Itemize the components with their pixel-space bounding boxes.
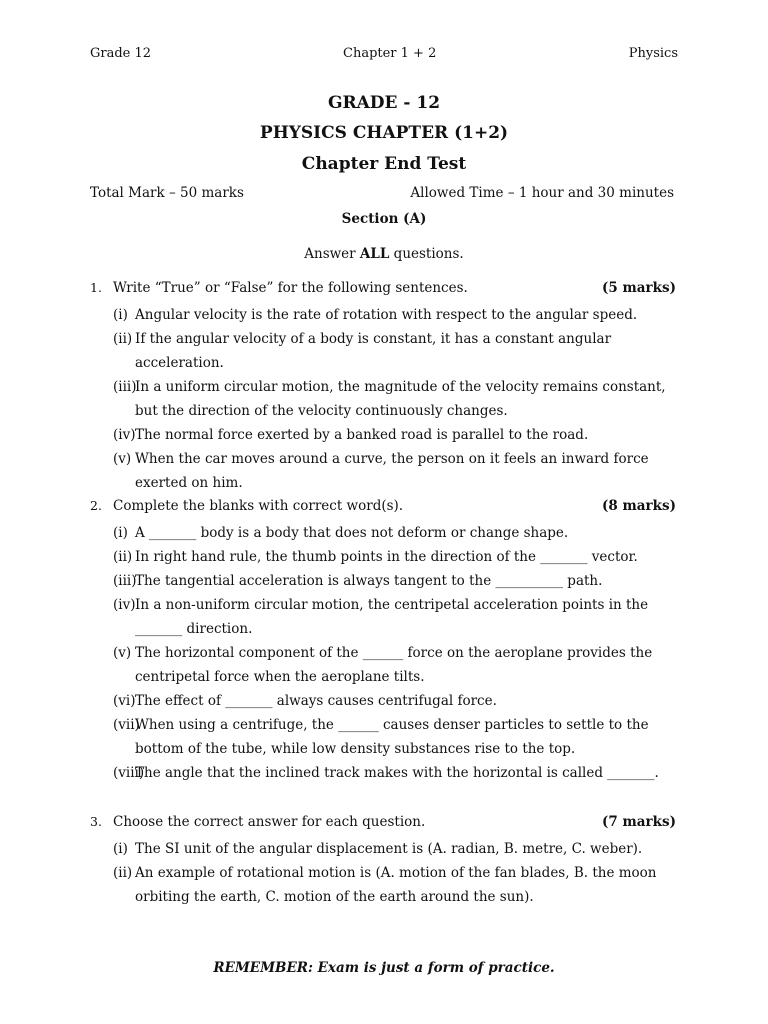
item-number: (iii) bbox=[113, 379, 137, 395]
list-item bbox=[90, 641, 676, 689]
item-text: The SI unit of the angular displacement is (A. radian, B. metre, C. weber). bbox=[135, 841, 643, 857]
item-text: In a non-uniform circular motion, the centripetal acceleration points in the _______ direction. bbox=[135, 597, 649, 637]
item-text: The tangential acceleration is always tangent to the __________ path. bbox=[135, 573, 603, 589]
item-number: (ii) bbox=[113, 865, 133, 881]
header-chapter: Chapter 1 + 2 bbox=[343, 46, 437, 61]
total-marks: Total Mark – 50 marks bbox=[90, 185, 244, 201]
item-number: (vii) bbox=[113, 717, 140, 733]
item-text: When the car moves around a curve, the person on it feels an inward force exerted on him. bbox=[135, 451, 649, 491]
question-header bbox=[90, 814, 676, 834]
footer-reminder: REMEMBER: Exam is just a form of practice. bbox=[213, 960, 555, 976]
list-item bbox=[90, 303, 676, 327]
question-items bbox=[90, 837, 676, 909]
exam-meta bbox=[90, 185, 674, 203]
list-item bbox=[90, 837, 676, 861]
item-text: If the angular velocity of a body is constant, it has a constant angular acceleration. bbox=[135, 331, 612, 371]
question-text: Complete the blanks with correct word(s). bbox=[113, 498, 404, 514]
question-marks: (5 marks) bbox=[602, 280, 676, 296]
item-text: An example of rotational motion is (A. motion of the fan blades, B. the moon orbiting the earth, C. motion of the earth around the sun). bbox=[135, 865, 657, 905]
item-number: (v) bbox=[113, 451, 132, 467]
item-number: (i) bbox=[113, 307, 128, 323]
question-3 bbox=[90, 814, 676, 909]
header-subject: Physics bbox=[628, 46, 678, 61]
question-1 bbox=[90, 280, 676, 495]
title-test: Chapter End Test bbox=[301, 154, 467, 174]
list-item bbox=[90, 861, 676, 909]
list-item bbox=[90, 689, 676, 713]
list-item bbox=[90, 375, 676, 423]
title-chapter: PHYSICS CHAPTER (1+2) bbox=[259, 123, 509, 143]
item-text: When using a centrifuge, the ______ causes denser particles to settle to the bottom of the tube, while low density substances rise to the top. bbox=[135, 717, 649, 757]
item-number: (iv) bbox=[113, 427, 136, 443]
item-number: (ii) bbox=[113, 549, 133, 565]
item-number: (v) bbox=[113, 645, 132, 661]
allowed-time: Allowed Time – 1 hour and 30 minutes bbox=[410, 185, 674, 201]
instruction-pre: Answer bbox=[304, 246, 360, 262]
instruction-bold: ALL bbox=[359, 246, 390, 262]
item-number: (iii) bbox=[113, 573, 137, 589]
question-number: 3. bbox=[90, 814, 102, 829]
item-text: The effect of _______ always causes centrifugal force. bbox=[135, 693, 497, 709]
item-text: In right hand rule, the thumb points in the direction of the _______ vector. bbox=[135, 549, 638, 565]
instruction bbox=[0, 246, 768, 262]
item-number: (iv) bbox=[113, 597, 136, 613]
section-title: Section (A) bbox=[341, 211, 427, 227]
item-text: The normal force exerted by a banked road is parallel to the road. bbox=[135, 427, 589, 443]
list-item bbox=[90, 423, 676, 447]
question-marks: (7 marks) bbox=[602, 814, 676, 830]
item-text: A _______ body is a body that does not deform or change shape. bbox=[135, 525, 569, 541]
question-number: 1. bbox=[90, 280, 102, 295]
question-marks: (8 marks) bbox=[602, 498, 676, 514]
item-number: (ii) bbox=[113, 331, 133, 347]
page-header bbox=[90, 46, 678, 64]
item-number: (i) bbox=[113, 841, 128, 857]
question-2 bbox=[90, 498, 676, 785]
list-item bbox=[90, 327, 676, 375]
instruction-post: questions. bbox=[389, 246, 464, 262]
item-text: Angular velocity is the rate of rotation with respect to the angular speed. bbox=[135, 307, 638, 323]
list-item bbox=[90, 521, 676, 545]
question-items bbox=[90, 303, 676, 495]
list-item bbox=[90, 761, 676, 785]
question-number: 2. bbox=[90, 498, 102, 513]
item-text: The angle that the inclined track makes with the horizontal is called _______. bbox=[135, 765, 659, 781]
question-header bbox=[90, 498, 676, 518]
question-text: Choose the correct answer for each question. bbox=[113, 814, 426, 830]
item-number: (viii) bbox=[113, 765, 145, 781]
item-number: (vi) bbox=[113, 693, 136, 709]
list-item bbox=[90, 569, 676, 593]
list-item bbox=[90, 713, 676, 761]
question-header bbox=[90, 280, 676, 300]
item-text: In a uniform circular motion, the magnitude of the velocity remains constant, but the direction of the velocity continuously changes. bbox=[135, 379, 666, 419]
list-item bbox=[90, 447, 676, 495]
question-text: Write “True” or “False” for the following sentences. bbox=[113, 280, 468, 296]
item-text: The horizontal component of the ______ force on the aeroplane provides the centripetal force when the aeroplane tilts. bbox=[135, 645, 653, 685]
list-item bbox=[90, 593, 676, 641]
title-grade: GRADE - 12 bbox=[327, 93, 441, 113]
list-item bbox=[90, 545, 676, 569]
item-number: (i) bbox=[113, 525, 128, 541]
question-items bbox=[90, 521, 676, 785]
header-grade: Grade 12 bbox=[90, 46, 152, 61]
